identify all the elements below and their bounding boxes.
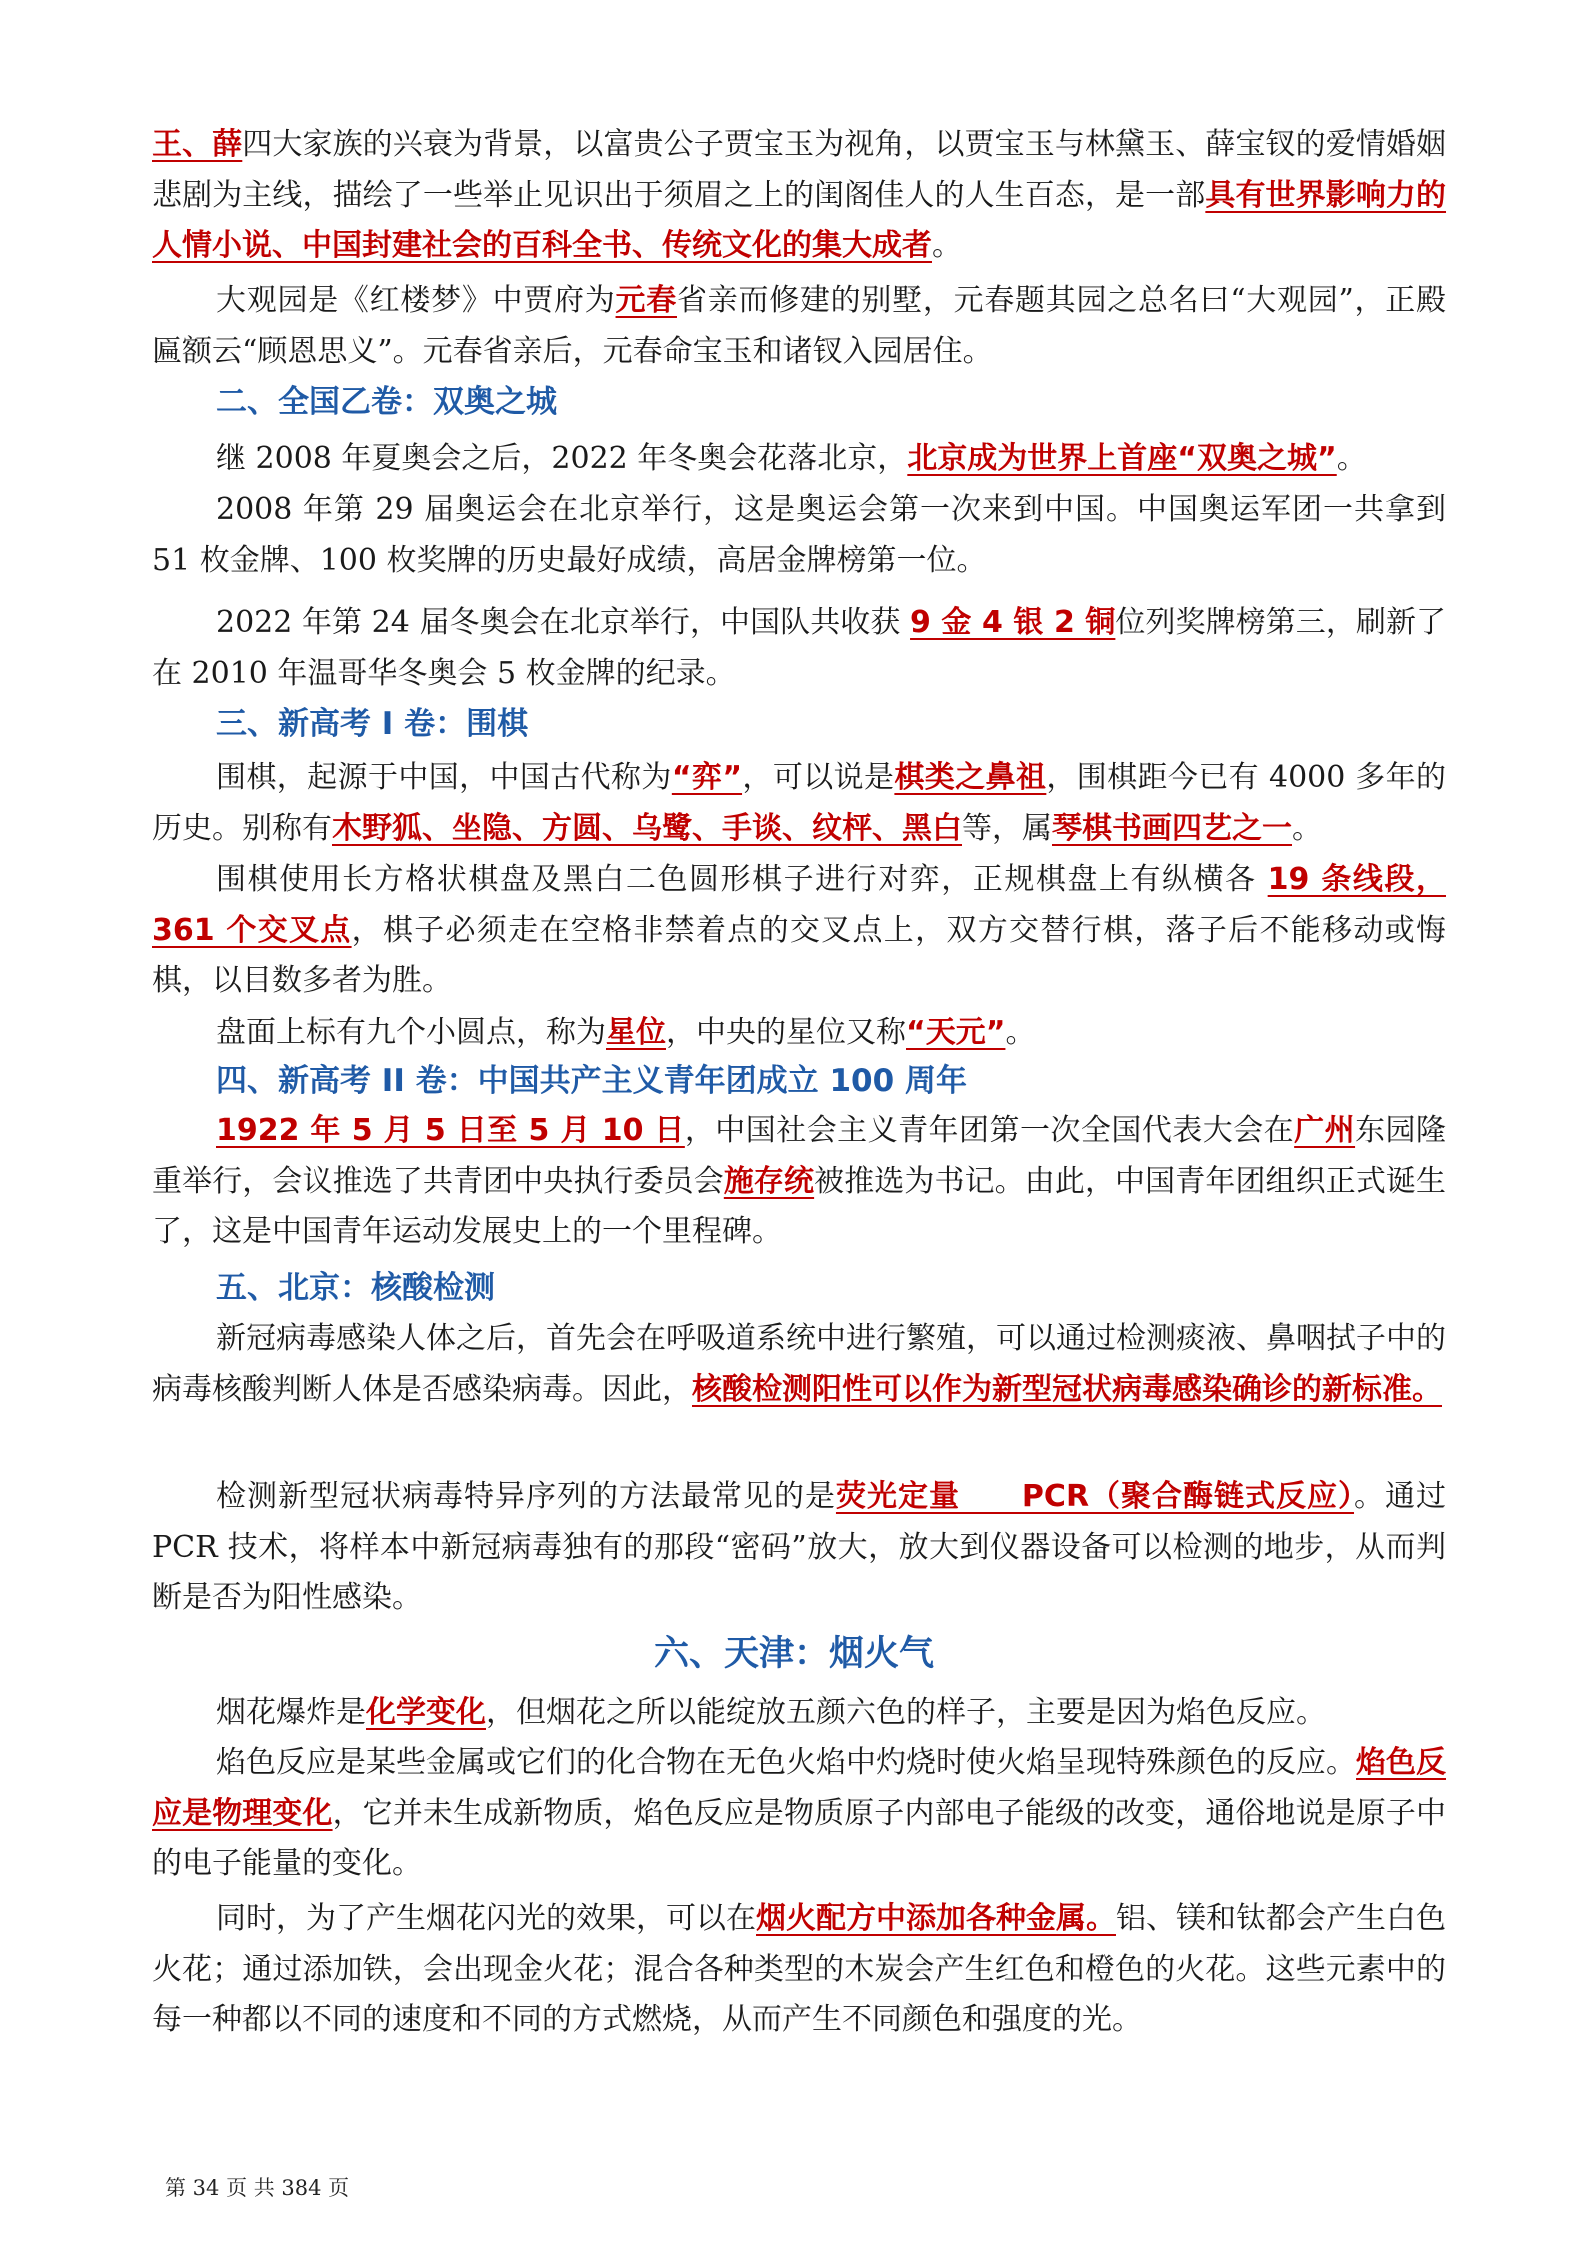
section-heading-5: 五、北京：核酸检测 <box>216 1270 495 1306</box>
highlight-yuanchun: 元春 <box>615 283 677 318</box>
paragraph-text: 。 <box>932 228 962 263</box>
highlight-four-arts: 琴棋书画四艺之一 <box>1052 810 1292 846</box>
paragraph-text: 围棋，起源于中国，中国古代称为 <box>216 760 672 795</box>
paragraph-hongloumeng-intro <box>152 120 1446 272</box>
paragraph-text: 位列奖牌榜第三，刷新了在 2010 年温哥华冬奥会 5 枚金牌的纪录。 <box>152 605 1447 691</box>
highlight-congress-dates: 1922 年 5 月 5 日至 5 月 10 日 <box>216 1113 685 1148</box>
section-heading-6: 六、天津：烟火气 <box>653 1634 934 1674</box>
paragraph-text: 焰色反应是某些金属或它们的化合物在无色火焰中灼烧时使火焰呈现特殊颜色的反应。 <box>216 1745 1356 1780</box>
paragraph-text: 铝、镁和钛都会产生白色火花；通过添加铁，会出现金火花；混合各种类型的木炭会产生红色和橙色的火花。这些元素中的每一种都以不同的速度和不同的方式燃烧，从而产生不同颜色和强度的光。 <box>152 1901 1446 2037</box>
highlight-ancestor-of-chess: 棋类之鼻祖 <box>894 760 1047 795</box>
paragraph-metals <box>152 1894 1446 2046</box>
paragraph-text: 新冠病毒感染人体之后，首先会在呼吸道系统中进行繁殖，可以通过检测痰液、鼻咽拭子中的病毒核酸判断人体是否感染病毒。因此， <box>152 1321 1446 1407</box>
highlight-add-metals: 烟火配方中添加各种金属。 <box>756 1901 1116 1936</box>
paragraph-text: 盘面上标有九个小圆点，称为 <box>216 1015 606 1050</box>
paragraph-text: 四大家族的兴衰为背景，以富贵公子贾宝玉为视角，以贾宝玉与林黛玉、薛宝钗的爱情婚姻悲剧为主线，描绘了一些举止见识出于须眉之上的闺阁佳人的人生百态，是一部 <box>152 127 1447 213</box>
paragraph-text: 检测新型冠状病毒特异序列的方法最常见的是 <box>216 1479 836 1514</box>
highlight-star-point: 星位 <box>606 1015 666 1050</box>
highlight-guangzhou: 广州 <box>1294 1113 1356 1148</box>
paragraph-text: ，它并未生成新物质，焰色反应是物质原子内部电子能级的改变，通俗地说是原子中的电子能量的变化。 <box>152 1795 1447 1881</box>
page-footer: 第 34 页 共 384 页 <box>165 2176 350 2200</box>
paragraph-double-olympic-city <box>152 434 1446 485</box>
highlight-diagnosis-standard: 核酸检测阳性可以作为新型冠状病毒感染确诊的新标准。 <box>692 1371 1442 1407</box>
paragraph-text: 同时，为了产生烟花闪光的效果，可以在 <box>216 1901 756 1936</box>
paragraph-nucleic-acid <box>152 1314 1446 1415</box>
paragraph-text: 东园隆重举行，会议推选了共青团中央执行委员会 <box>152 1113 1447 1199</box>
paragraph-text: 被推选为书记。由此，中国青年团组织正式诞生了，这是中国青年运动发展史上的一个里程碑。 <box>152 1163 1447 1249</box>
paragraph-text: ，棋子必须走在空格非禁着点的交叉点上，双方交替行棋，落子后不能移动或悔棋，以目数多者为胜。 <box>152 912 1447 998</box>
paragraph-text: 。 <box>1336 441 1367 476</box>
paragraph-flame-reaction <box>152 1738 1446 1890</box>
paragraph-daguanyuan <box>152 276 1446 377</box>
paragraph-text: 省亲而修建的别墅，元春题其园之总名曰“大观园”，正殿匾额云“顾恩思义”。元春省亲后，元春命宝玉和诸钗入园居住。 <box>152 283 1446 369</box>
paragraph-text: ，但烟花之所以能绽放五颜六色的样子，主要是因为焰色反应。 <box>486 1695 1326 1730</box>
highlight-tianyuan: “天元” <box>906 1015 1006 1050</box>
paragraph-text: ，围棋距今已有 4000 多年的历史。别称有 <box>152 760 1447 846</box>
paragraph-star-points <box>152 1008 1446 1059</box>
highlight-chemical-change: 化学变化 <box>366 1695 486 1730</box>
paragraph-text: ，中央的星位又称 <box>666 1015 906 1050</box>
section-heading-3: 三、新高考 I 卷：围棋 <box>216 706 529 742</box>
highlight-medal-count: 9 金 4 银 2 铜 <box>910 605 1116 640</box>
paragraph-text: ，中国社会主义青年团第一次全国代表大会在 <box>684 1113 1295 1148</box>
paragraph-weiqi-origin <box>152 753 1446 854</box>
paragraph-text: ，可以说是 <box>742 760 895 795</box>
paragraph-text: 大观园是《红楼梦》中贾府为 <box>216 283 616 318</box>
highlight-four-families: 王、薛 <box>152 127 243 162</box>
highlight-yi: “弈” <box>671 760 743 795</box>
paragraph-text: 2008 年第 29 届奥运会在北京举行，这是奥运会第一次来到中国。中国奥运军团一共拿到 51 枚金牌、100 枚奖牌的历史最好成绩，高居金牌榜第一位。 <box>152 492 1446 578</box>
paragraph-fireworks-chemical <box>152 1688 1446 1739</box>
paragraph-text: 2022 年第 24 届冬奥会在北京举行，中国队共收获 <box>216 605 911 640</box>
paragraph-text: 。 <box>1292 810 1322 846</box>
paragraph-weiqi-board <box>152 855 1446 1007</box>
paragraph-youth-league <box>152 1106 1446 1258</box>
highlight-double-olympic-city: 北京成为世界上首座“双奥之城” <box>907 441 1337 476</box>
highlight-pcr: 荧光定量 PCR（聚合酶链式反应） <box>835 1479 1355 1514</box>
paragraph-text: 围棋使用长方格状棋盘及黑白二色圆形棋子进行对弈，正规棋盘上有纵横各 <box>216 862 1268 897</box>
paragraph-pcr <box>152 1472 1446 1624</box>
section-heading-4: 四、新高考 II 卷：中国共产主义青年团成立 100 周年 <box>216 1063 967 1099</box>
section-heading-2: 二、全国乙卷：双奥之城 <box>216 384 557 420</box>
paragraph-text: 。通过 PCR 技术，将样本中新冠病毒独有的那段“密码”放大，放大到仪器设备可以检测的地步，从而判断是否为阳性感染。 <box>152 1479 1447 1615</box>
highlight-physical-change: 焰色反应是物理变化 <box>152 1745 1446 1831</box>
highlight-board-lines: 19 条线段，361 个交叉点 <box>152 862 1446 948</box>
paragraph-text: 继 2008 年夏奥会之后，2022 年冬奥会花落北京， <box>216 441 908 476</box>
highlight-novel-significance: 具有世界影响力的人情小说、中国封建社会的百科全书、传统文化的集大成者 <box>152 177 1447 263</box>
highlight-shi-cuntong: 施存统 <box>723 1163 815 1199</box>
paragraph-text: 烟花爆炸是 <box>216 1695 366 1730</box>
highlight-aliases: 木野狐、坐隐、方圆、乌鹭、手谈、纹枰、黑白 <box>332 810 962 846</box>
paragraph-2008-olympics <box>152 485 1446 586</box>
paragraph-2022-winter-olympics <box>152 598 1446 699</box>
paragraph-text: 等，属 <box>962 810 1052 846</box>
paragraph-text: 。 <box>1005 1015 1036 1050</box>
